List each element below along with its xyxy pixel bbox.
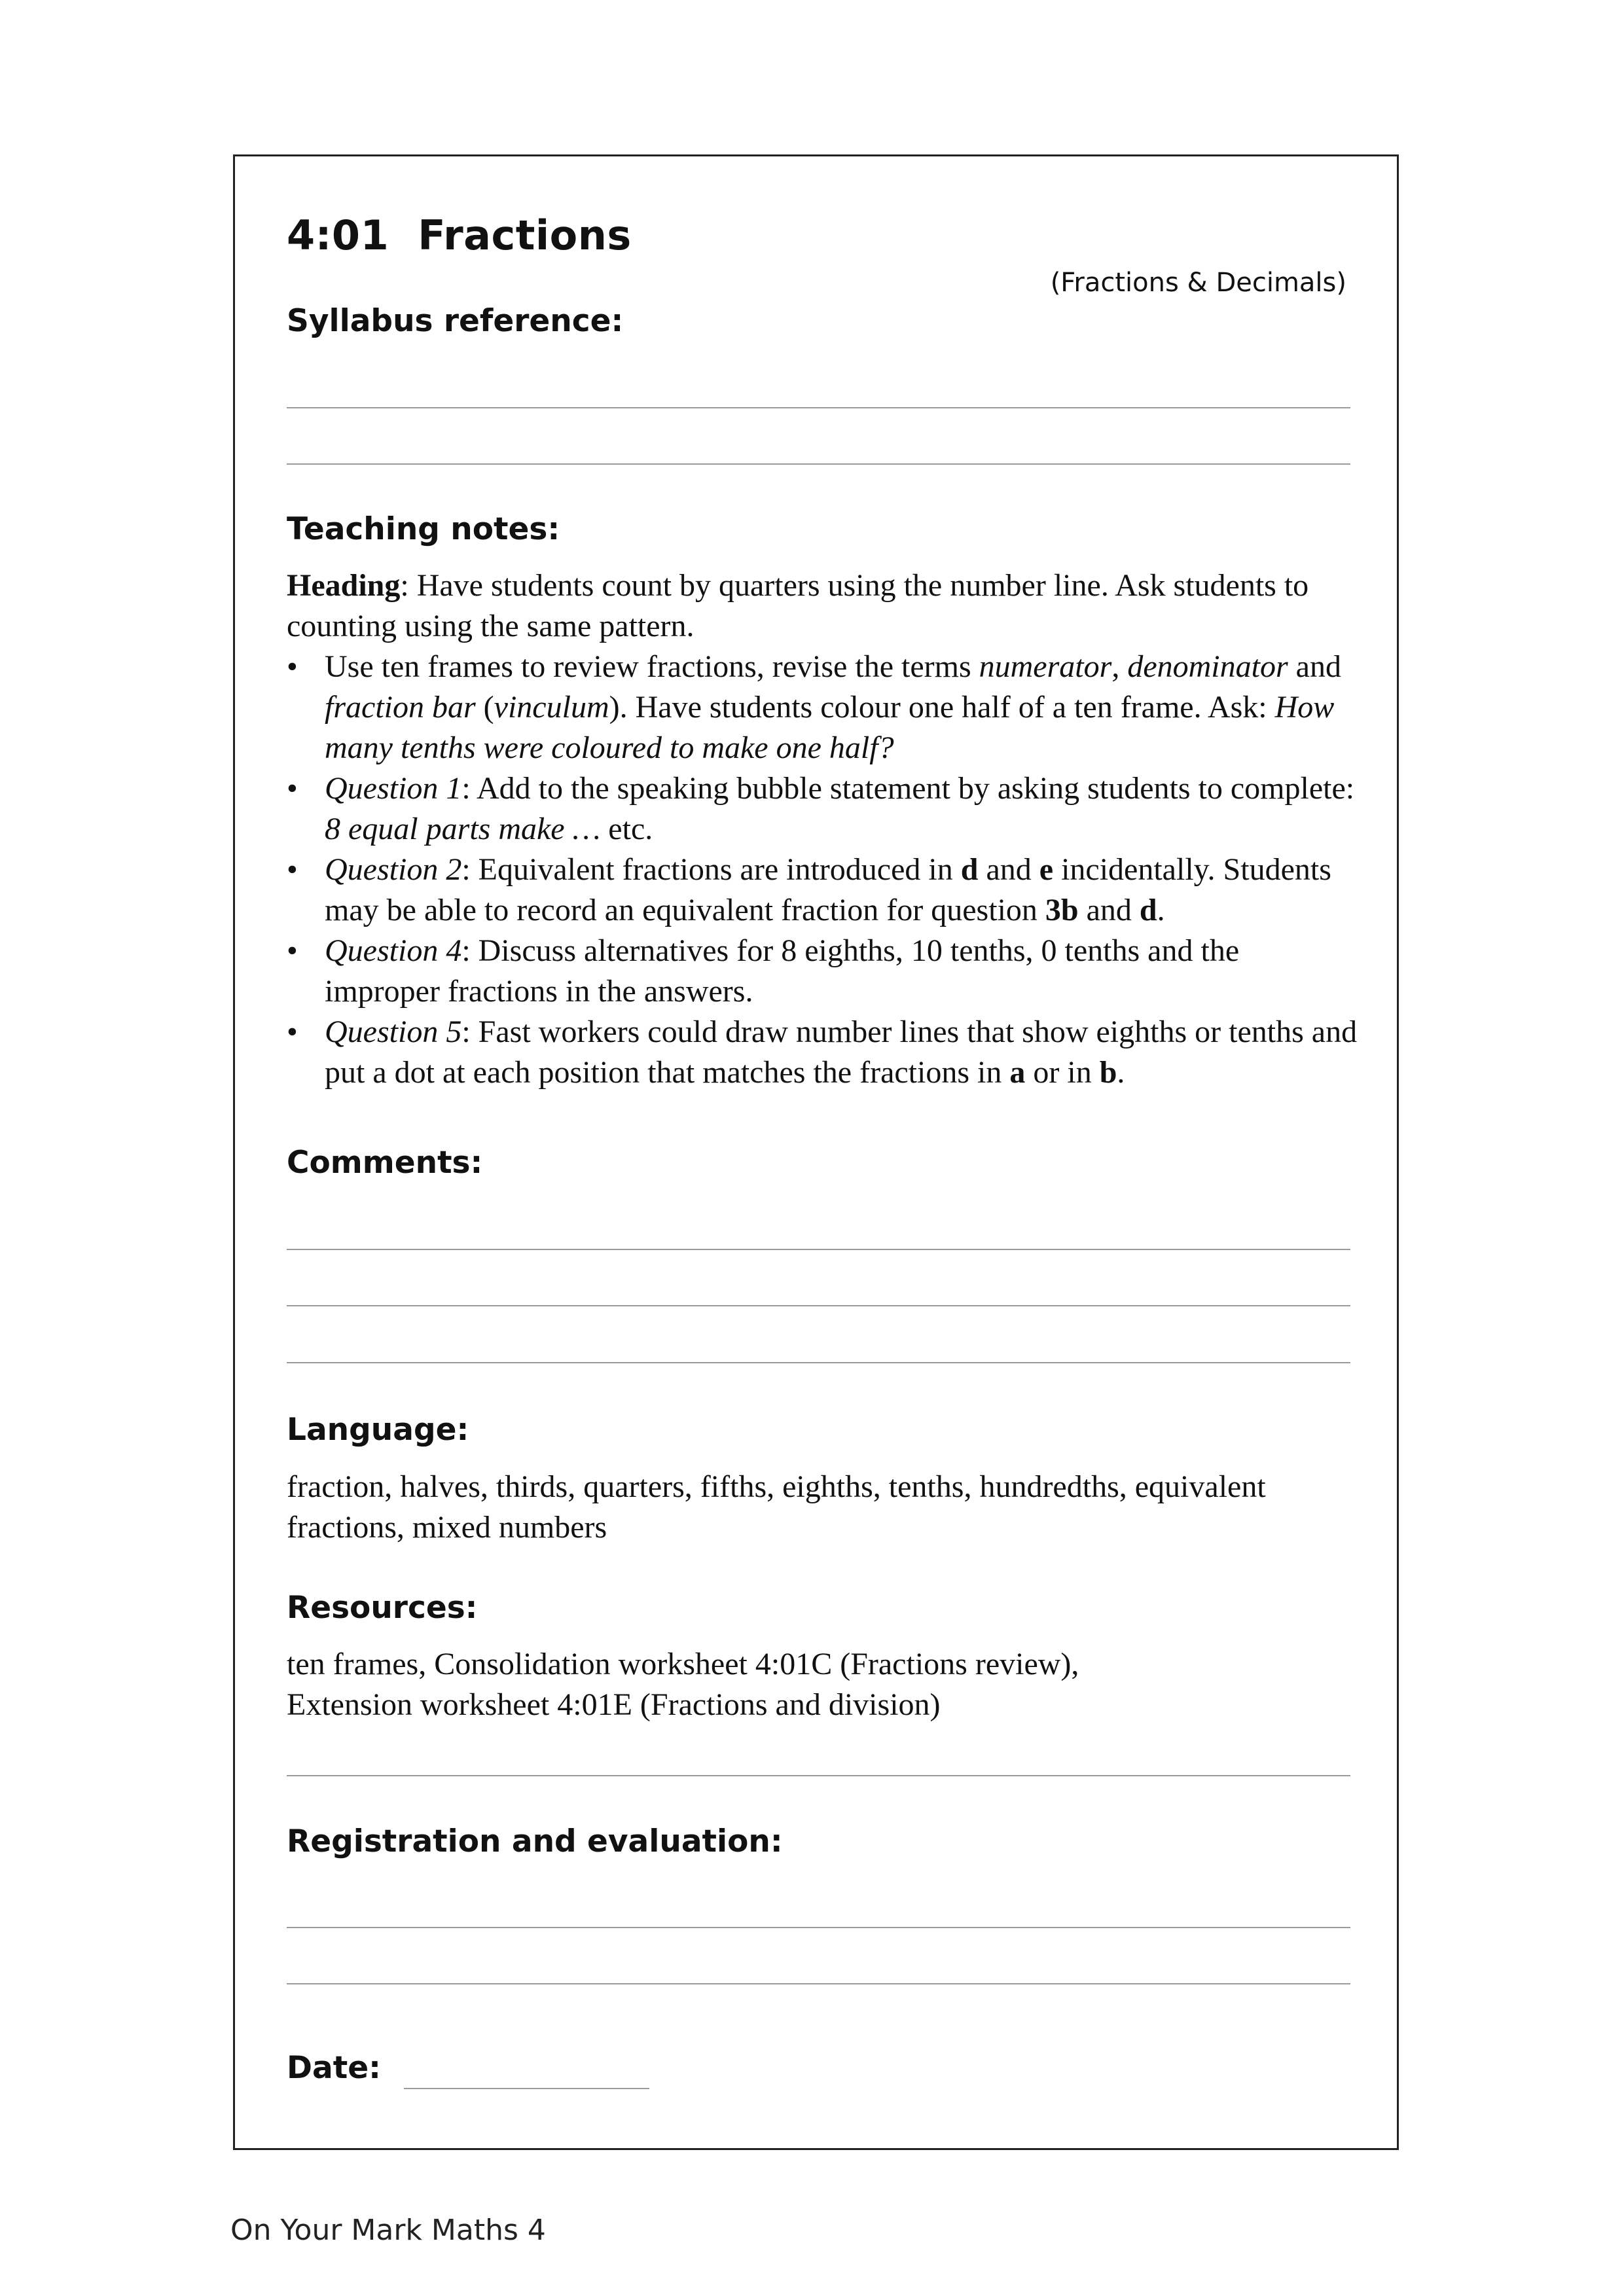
page-title [287, 211, 632, 259]
note-phrase: 8 equal parts make … [325, 812, 601, 846]
resources-text [287, 1644, 1360, 1725]
note-text: ). Have students colour one half of a ten frame. Ask: [609, 690, 1275, 725]
date-label: Date: [287, 2050, 381, 2086]
topic-subtitle: (Fractions & Decimals) [1050, 268, 1346, 298]
teacher-notes-frame [233, 154, 1399, 2150]
note-term: denominator [1127, 649, 1288, 684]
list-item [287, 768, 1360, 850]
question-ref: Question 2 [325, 852, 462, 887]
question-ref: Question 5 [325, 1014, 462, 1049]
footer-book-title: On Your Mark Maths 4 [230, 2214, 546, 2247]
language-terms: fraction, halves, thirds, quarters, fifths, eighths, tenths, hundredths, equivalent fractions, mixed numbers [287, 1469, 1266, 1545]
comments-label: Comments: [287, 1145, 483, 1181]
note-text: . [1157, 893, 1165, 927]
heading-note-text: : Have students count by quarters using the number line. Ask students to counting using the same pattern. [287, 568, 1309, 643]
language-label: Language: [287, 1412, 469, 1448]
section-title: Fractions [418, 211, 632, 259]
part-ref: b [1099, 1055, 1117, 1090]
registration-line-1 [287, 1927, 1350, 1928]
note-term: vinculum [494, 690, 609, 725]
resources-line-2: Extension worksheet 4:01E (Fractions and division) [287, 1687, 941, 1722]
note-question: How many tenths were coloured to make one half? [325, 690, 1335, 765]
part-ref: d [960, 852, 979, 887]
part-ref: d [1139, 893, 1157, 927]
list-item [287, 850, 1360, 931]
part-ref: e [1039, 852, 1054, 887]
registration-label: Registration and evaluation: [287, 1823, 783, 1859]
note-text: : Discuss alternatives for 8 eighths, 10 tenths, 0 tenths and the improper fractions in the answers. [325, 933, 1240, 1009]
syllabus-label: Syllabus reference: [287, 303, 624, 339]
comments-line-1 [287, 1249, 1350, 1250]
heading-note [287, 565, 1360, 647]
question-ref: Question 1 [325, 771, 462, 806]
teaching-notes-list [287, 647, 1360, 1093]
comments-line-2 [287, 1305, 1350, 1306]
list-item [287, 647, 1360, 768]
teaching-notes-label: Teaching notes: [287, 511, 560, 547]
list-item [287, 1012, 1360, 1093]
note-term: fraction bar [325, 690, 476, 725]
teaching-notes-body [287, 565, 1360, 1093]
note-term: numerator [979, 649, 1112, 684]
resources-label: Resources: [287, 1590, 478, 1626]
note-text: : Add to the speaking bubble statement by asking students to complete: [461, 771, 1355, 806]
note-text: and [978, 852, 1039, 887]
syllabus-line-1 [287, 407, 1350, 408]
section-code: 4:01 [287, 211, 389, 259]
part-ref: 3b [1045, 893, 1079, 927]
note-text: etc. [600, 812, 653, 846]
registration-line-2 [287, 1983, 1350, 1984]
note-text: and [1078, 893, 1140, 927]
note-text: , [1111, 649, 1128, 684]
heading-note-label: Heading [287, 568, 401, 603]
date-line [404, 2088, 649, 2089]
language-text [287, 1467, 1360, 1548]
note-text: Use ten frames to review fractions, revise the terms [325, 649, 979, 684]
note-text: ( [475, 690, 494, 725]
note-text: : Equivalent fractions are introduced in [461, 852, 961, 887]
note-text: and [1288, 649, 1341, 684]
syllabus-line-2 [287, 463, 1350, 465]
resources-line-1: ten frames, Consolidation worksheet 4:01C (Fractions review), [287, 1647, 1079, 1681]
note-text: : Fast workers could draw number lines that show eighths or tenths and put a dot at each position that matches the fractions in [325, 1014, 1358, 1090]
part-ref: a [1009, 1055, 1026, 1090]
question-ref: Question 4 [325, 933, 462, 968]
note-text: incidentally. Students may be able to record an equivalent fraction for question [325, 852, 1331, 927]
list-item [287, 931, 1360, 1012]
resources-line [287, 1775, 1350, 1776]
note-text: . [1117, 1055, 1125, 1090]
note-text: or in [1025, 1055, 1100, 1090]
comments-line-3 [287, 1362, 1350, 1363]
